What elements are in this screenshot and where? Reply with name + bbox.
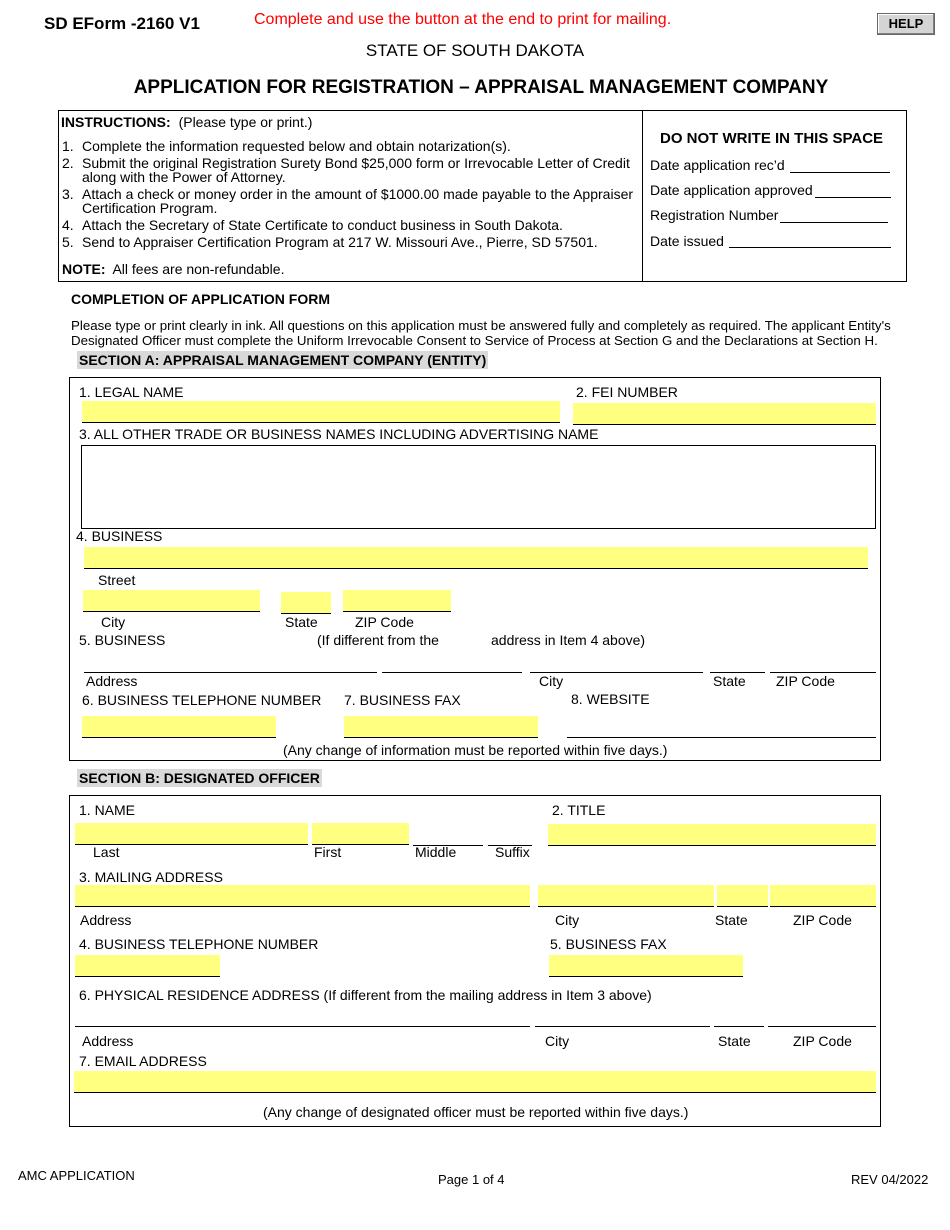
first-name-input[interactable]: [312, 823, 409, 845]
residence-label: 6. PHYSICAL RESIDENCE ADDRESS (If different from the mailing address in Item 3 above): [79, 987, 652, 1003]
state2-label: State: [713, 673, 746, 689]
street-label: Street: [98, 572, 136, 588]
business-city-input[interactable]: [83, 590, 260, 612]
email-input[interactable]: [74, 1071, 876, 1093]
officer-fax-label: 5. BUSINESS FAX: [550, 936, 667, 952]
page-title: APPLICATION FOR REGISTRATION – APPRAISAL MANAGEMENT COMPANY: [133, 77, 829, 98]
telephone-label: 6. BUSINESS TELEPHONE NUMBER: [82, 692, 322, 708]
print-notice: Complete and use the button at the end to print for mailing.: [254, 11, 672, 28]
office-row-issued: Date issued: [650, 233, 724, 249]
fax-label: 7. BUSINESS FAX: [344, 692, 461, 708]
mailing-address-input[interactable]: [75, 885, 530, 907]
completion-text-1: Please type or print clearly in ink. All questions on this application must be answered fully and completely as required. The applicant Entity's: [71, 318, 891, 333]
title-label: 2. TITLE: [552, 802, 606, 818]
officer-telephone-label: 4. BUSINESS TELEPHONE NUMBER: [79, 936, 319, 952]
office-use-title: DO NOT WRITE IN THIS SPACE: [660, 130, 884, 147]
fei-number-input[interactable]: [573, 403, 876, 425]
business-street-input[interactable]: [84, 547, 868, 569]
last-name-input[interactable]: [75, 823, 308, 845]
email-label: 7. EMAIL ADDRESS: [79, 1053, 207, 1069]
business5-city-line[interactable]: [382, 672, 522, 673]
office-line-issued: [729, 247, 891, 248]
business5-label: 5. BUSINESS: [79, 632, 166, 648]
form-id: SD EForm -2160 V1: [44, 14, 200, 33]
mailing-zip-label: ZIP Code: [793, 912, 852, 928]
office-line-registration: [780, 222, 888, 223]
section-a-change-note: (Any change of information must be reported within five days.): [283, 742, 668, 758]
fei-number-label: 2. FEI NUMBER: [576, 384, 678, 400]
trade-names-label: 3. ALL OTHER TRADE OR BUSINESS NAMES INCLUDING ADVERTISING NAME: [79, 426, 599, 442]
if-different-label-2: address in Item 4 above): [491, 632, 646, 648]
zip2-label: ZIP Code: [776, 673, 835, 689]
officer-telephone-input[interactable]: [75, 955, 220, 977]
website-input[interactable]: [567, 737, 876, 738]
legal-name-label: 1. LEGAL NAME: [79, 384, 184, 400]
city2-label: City: [539, 673, 564, 689]
address-label: Address: [86, 673, 138, 689]
business-state-input[interactable]: [281, 592, 331, 614]
state-heading: STATE OF SOUTH DAKOTA: [365, 41, 585, 60]
instruction-item: 3. Attach a check or money order in the amount of $1000.00 made payable to the Appraiser Certification Program.: [62, 186, 634, 216]
residence-city-input[interactable]: [535, 1026, 710, 1027]
business-label: 4. BUSINESS: [76, 528, 163, 544]
note-text: All fees are non-refundable.: [112, 261, 285, 277]
residence-state-label: State: [718, 1033, 751, 1049]
office-row-registration: Registration Number: [650, 207, 779, 223]
legal-name-input[interactable]: [82, 401, 560, 423]
residence-address-input[interactable]: [75, 1026, 530, 1027]
mailing-state-input[interactable]: [717, 885, 768, 907]
completion-heading: COMPLETION OF APPLICATION FORM: [71, 291, 330, 307]
footer-rev: REV 04/2022: [851, 1172, 929, 1187]
mailing-address-label: 3. MAILING ADDRESS: [79, 869, 223, 885]
instruction-item: 1. Complete the information requested below and obtain notarization(s).: [62, 138, 511, 154]
mailing-address-sub: Address: [80, 912, 132, 928]
trade-names-textarea[interactable]: [81, 445, 876, 529]
mailing-city-label: City: [555, 912, 580, 928]
first-label: First: [314, 844, 342, 860]
zip-label: ZIP Code: [355, 614, 414, 630]
state-label: State: [285, 614, 318, 630]
city-label: City: [101, 614, 126, 630]
completion-text-2: Designated Officer must complete the Uniform Irrevocable Consent to Service of Process at Section G and the Declarations at Section H.: [71, 333, 878, 348]
instruction-item: 2. Submit the original Registration Surety Bond $25,000 form or Irrevocable Letter of Credit along with the Power of Attorney.: [62, 155, 630, 185]
note-label: NOTE:: [62, 261, 106, 277]
instruction-item: 5. Send to Appraiser Certification Program at 217 W. Missouri Ave., Pierre, SD 57501.: [62, 234, 598, 250]
mailing-zip-input[interactable]: [770, 885, 876, 907]
residence-address-sub: Address: [82, 1033, 134, 1049]
business-telephone-input[interactable]: [82, 716, 276, 738]
instructions-divider: [642, 110, 643, 282]
instructions-heading: [61, 114, 312, 130]
footer-page: Page 1 of 4: [438, 1172, 505, 1187]
residence-state-input[interactable]: [714, 1026, 764, 1027]
section-b-header: SECTION B: DESIGNATED OFFICER: [79, 770, 320, 786]
last-label: Last: [93, 844, 120, 860]
middle-label: Middle: [415, 844, 457, 860]
instructions-list: [62, 139, 642, 252]
instructions-sub: (Please type or print.): [178, 114, 313, 130]
office-line-approved: [815, 197, 891, 198]
mailing-city-input[interactable]: [538, 885, 714, 907]
footer-left: AMC APPLICATION: [18, 1168, 135, 1183]
name-label: 1. NAME: [79, 802, 136, 818]
residence-zip-input[interactable]: [768, 1026, 876, 1027]
instructions-label: INSTRUCTIONS:: [61, 114, 171, 130]
instruction-item: 4. Attach the Secretary of State Certificate to conduct business in South Dakota.: [62, 217, 563, 233]
office-row-approved: Date application approved: [650, 182, 813, 198]
residence-zip-label: ZIP Code: [793, 1033, 852, 1049]
help-button[interactable]: HELP: [877, 13, 935, 35]
website-label: 8. WEBSITE: [571, 691, 650, 707]
office-line-received: [790, 172, 890, 173]
section-b-change-note: (Any change of designated officer must be reported within five days.): [263, 1104, 689, 1120]
if-different-label: (If different from the: [317, 632, 439, 648]
residence-city-label: City: [545, 1033, 570, 1049]
note: [62, 261, 284, 277]
business-zip-input[interactable]: [343, 590, 451, 612]
mailing-state-label: State: [715, 912, 748, 928]
officer-fax-input[interactable]: [549, 955, 743, 977]
section-a-header: SECTION A: APPRAISAL MANAGEMENT COMPANY (ENTITY): [79, 352, 487, 368]
suffix-label: Suffix: [495, 844, 530, 860]
business-fax-input[interactable]: [344, 716, 538, 738]
office-row-received: Date application rec’d: [650, 157, 785, 173]
officer-title-input[interactable]: [548, 824, 876, 846]
